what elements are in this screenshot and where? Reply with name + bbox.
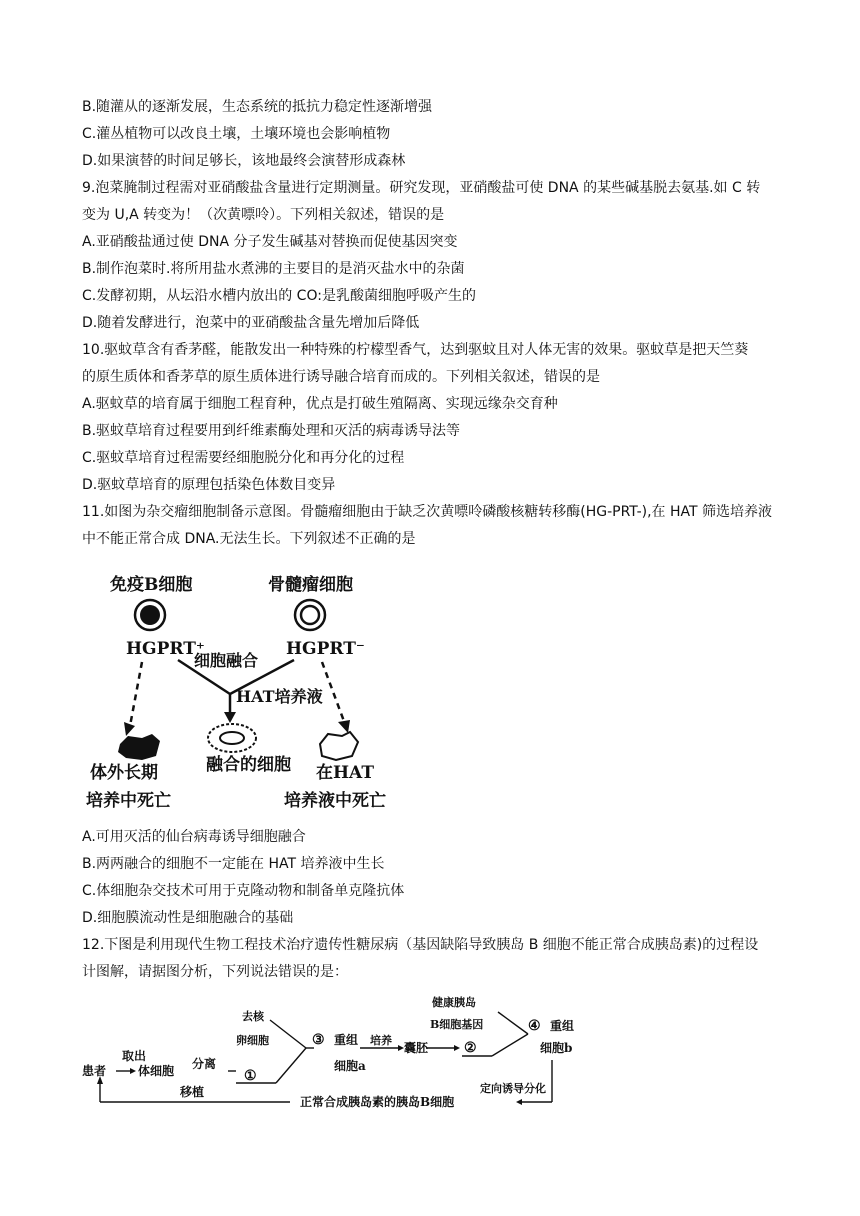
q11-stem-line2: 中不能正常合成 DNA.无法生长。下列叙述不正确的是 (82, 531, 416, 547)
q11-stem-line1: 11.如图为杂交瘤细胞制备示意图。骨髓瘤细胞由于缺乏次黄嘌呤磷酸核糖转移酶(HG-PRT-),在 HAT 筛选培养液 (82, 504, 773, 520)
cell-b-label: 细胞b (540, 1041, 573, 1055)
hat-medium-label: HAT培养液 (236, 687, 323, 706)
dead-b-cell-icon (118, 734, 160, 760)
q11-option-c: C.体细胞杂交技术可用于克隆动物和制备单克隆抗体 (82, 883, 405, 899)
q10-stem-line2: 的原生质体和香茅草的原生质体进行诱导融合培育而成的。下列相关叙述，错误的是 (82, 369, 600, 385)
q10-option-c: C.驱蚊草培育过程需要经细胞脱分化和再分化的过程 (82, 450, 405, 466)
enucleated-label-b: 卵细胞 (236, 1034, 269, 1047)
step2-label: ② (464, 1040, 477, 1056)
separate-label: 分离 (192, 1057, 217, 1071)
cell-a-label: 细胞a (334, 1059, 366, 1073)
dead-myeloma-cell-icon (320, 732, 358, 760)
q9-option-b: B.制作泡菜时.将所用盐水煮沸的主要目的是消灭盐水中的杂菌 (82, 261, 465, 277)
q9-stem-line1: 9.泡菜腌制过程需对亚硝酸盐含量进行定期测量。研究发现，亚硝酸盐可使 DNA 的某些碱基脱去氨基.如 C 转 (82, 180, 761, 196)
healthy-gene-label-a: 健康胰岛 (432, 996, 476, 1009)
myeloma-cell-label: 骨髓瘤细胞 (268, 575, 353, 595)
q11-option-a: A.可用灭活的仙台病毒诱导细胞融合 (82, 829, 306, 845)
step1-label: ① (244, 1068, 257, 1084)
q10-option-d: D.驱蚊草培育的原理包括染色体数目变异 (82, 477, 336, 493)
dead-label-2a: 在HAT (316, 763, 374, 783)
q9-option-a: A.亚硝酸盐通过使 DNA 分子发生碱基对替换而促使基因突变 (82, 234, 458, 250)
q8-option-b: B.随灌从的逐渐发展，生态系统的抵抗力稳定性逐渐增强 (82, 99, 433, 115)
q9-stem-line2: 变为 U,A 转变为！（次黄嘌呤）。下列相关叙述，错误的是 (82, 207, 445, 223)
b-cell-icon (135, 600, 165, 630)
q9-option-d: D.随着发酵进行，泡菜中的亚硝酸盐含量先增加后降低 (82, 315, 420, 331)
dead-label-2b: 培养液中死亡 (284, 791, 386, 811)
step4-label: ④ (528, 1018, 541, 1034)
q8-option-c: C.灌丛植物可以改良土壤，土壤环境也会影响植物 (82, 126, 391, 142)
take-out-label: 取出 (122, 1049, 147, 1063)
myeloma-cell-icon (295, 600, 325, 630)
q12-stem-line2: 计图解，请据图分析，下列说法错误的是： (82, 964, 348, 980)
q10-option-a: A.驱蚊草的培育属于细胞工程育种，优点是打破生殖隔离、实现远缘杂交育种 (82, 396, 558, 412)
hybridoma-diagram (80, 566, 420, 816)
dead-label-1b: 培养中死亡 (86, 791, 171, 811)
dead-label-1a: 体外长期 (90, 763, 158, 783)
b-cell-label: 免疫B细胞 (110, 575, 193, 595)
q9-option-c: C.发酵初期，从坛沿水槽内放出的 CO:是乳酸菌细胞呼吸产生的 (82, 288, 476, 304)
directed-differentiation-label: 定向诱导分化 (480, 1082, 546, 1095)
step3-label: ③ (312, 1032, 325, 1048)
q11-option-b: B.两两融合的细胞不一定能在 HAT 培养液中生长 (82, 856, 385, 872)
q11-option-d: D.细胞膜流动性是细胞融合的基础 (82, 910, 294, 926)
transplant-label: 移植 (180, 1085, 205, 1099)
fusion-label: 细胞融合 (194, 651, 259, 670)
hgprt-minus-label: HGPRT⁻ (286, 639, 365, 659)
normal-islet-cell-label: 正常合成胰岛素的胰岛B细胞 (300, 1095, 455, 1109)
recombine-label: 重组 (334, 1033, 359, 1047)
q12-stem-line1: 12.下图是利用现代生物工程技术治疗遗传性糖尿病（基因缺陷导致胰岛 B 细胞不能正常合成胰岛素)的过程设 (82, 937, 759, 953)
q10-option-b: B.驱蚊草培育过程要用到纤维素酶处理和灭活的病毒诱导法等 (82, 423, 461, 439)
enucleated-label-a: 去核 (242, 1010, 264, 1023)
fused-cell-label: 融合的细胞 (206, 755, 291, 775)
recombine2-label: 重组 (550, 1019, 575, 1033)
q10-stem-line1: 10.驱蚊草含有香茅醛，能散发出一种特殊的柠檬型香气，达到驱蚊且对人体无害的效果。驱蚊草是把天竺葵 (82, 342, 749, 358)
culture-label: 培养 (370, 1034, 392, 1047)
q8-option-d: D.如果演替的时间足够长，该地最终会演替形成森林 (82, 153, 406, 169)
hgprt-plus-label: HGPRT⁺ (126, 639, 205, 659)
patient-label: 患者 (82, 1064, 107, 1078)
blastocyst-label: 囊胚 (404, 1041, 429, 1055)
healthy-gene-label-b: B细胞基因 (430, 1018, 484, 1031)
gene-therapy-diagram (80, 990, 600, 1120)
fused-cell-icon (208, 724, 256, 752)
body-cell-label: 体细胞 (138, 1064, 175, 1078)
